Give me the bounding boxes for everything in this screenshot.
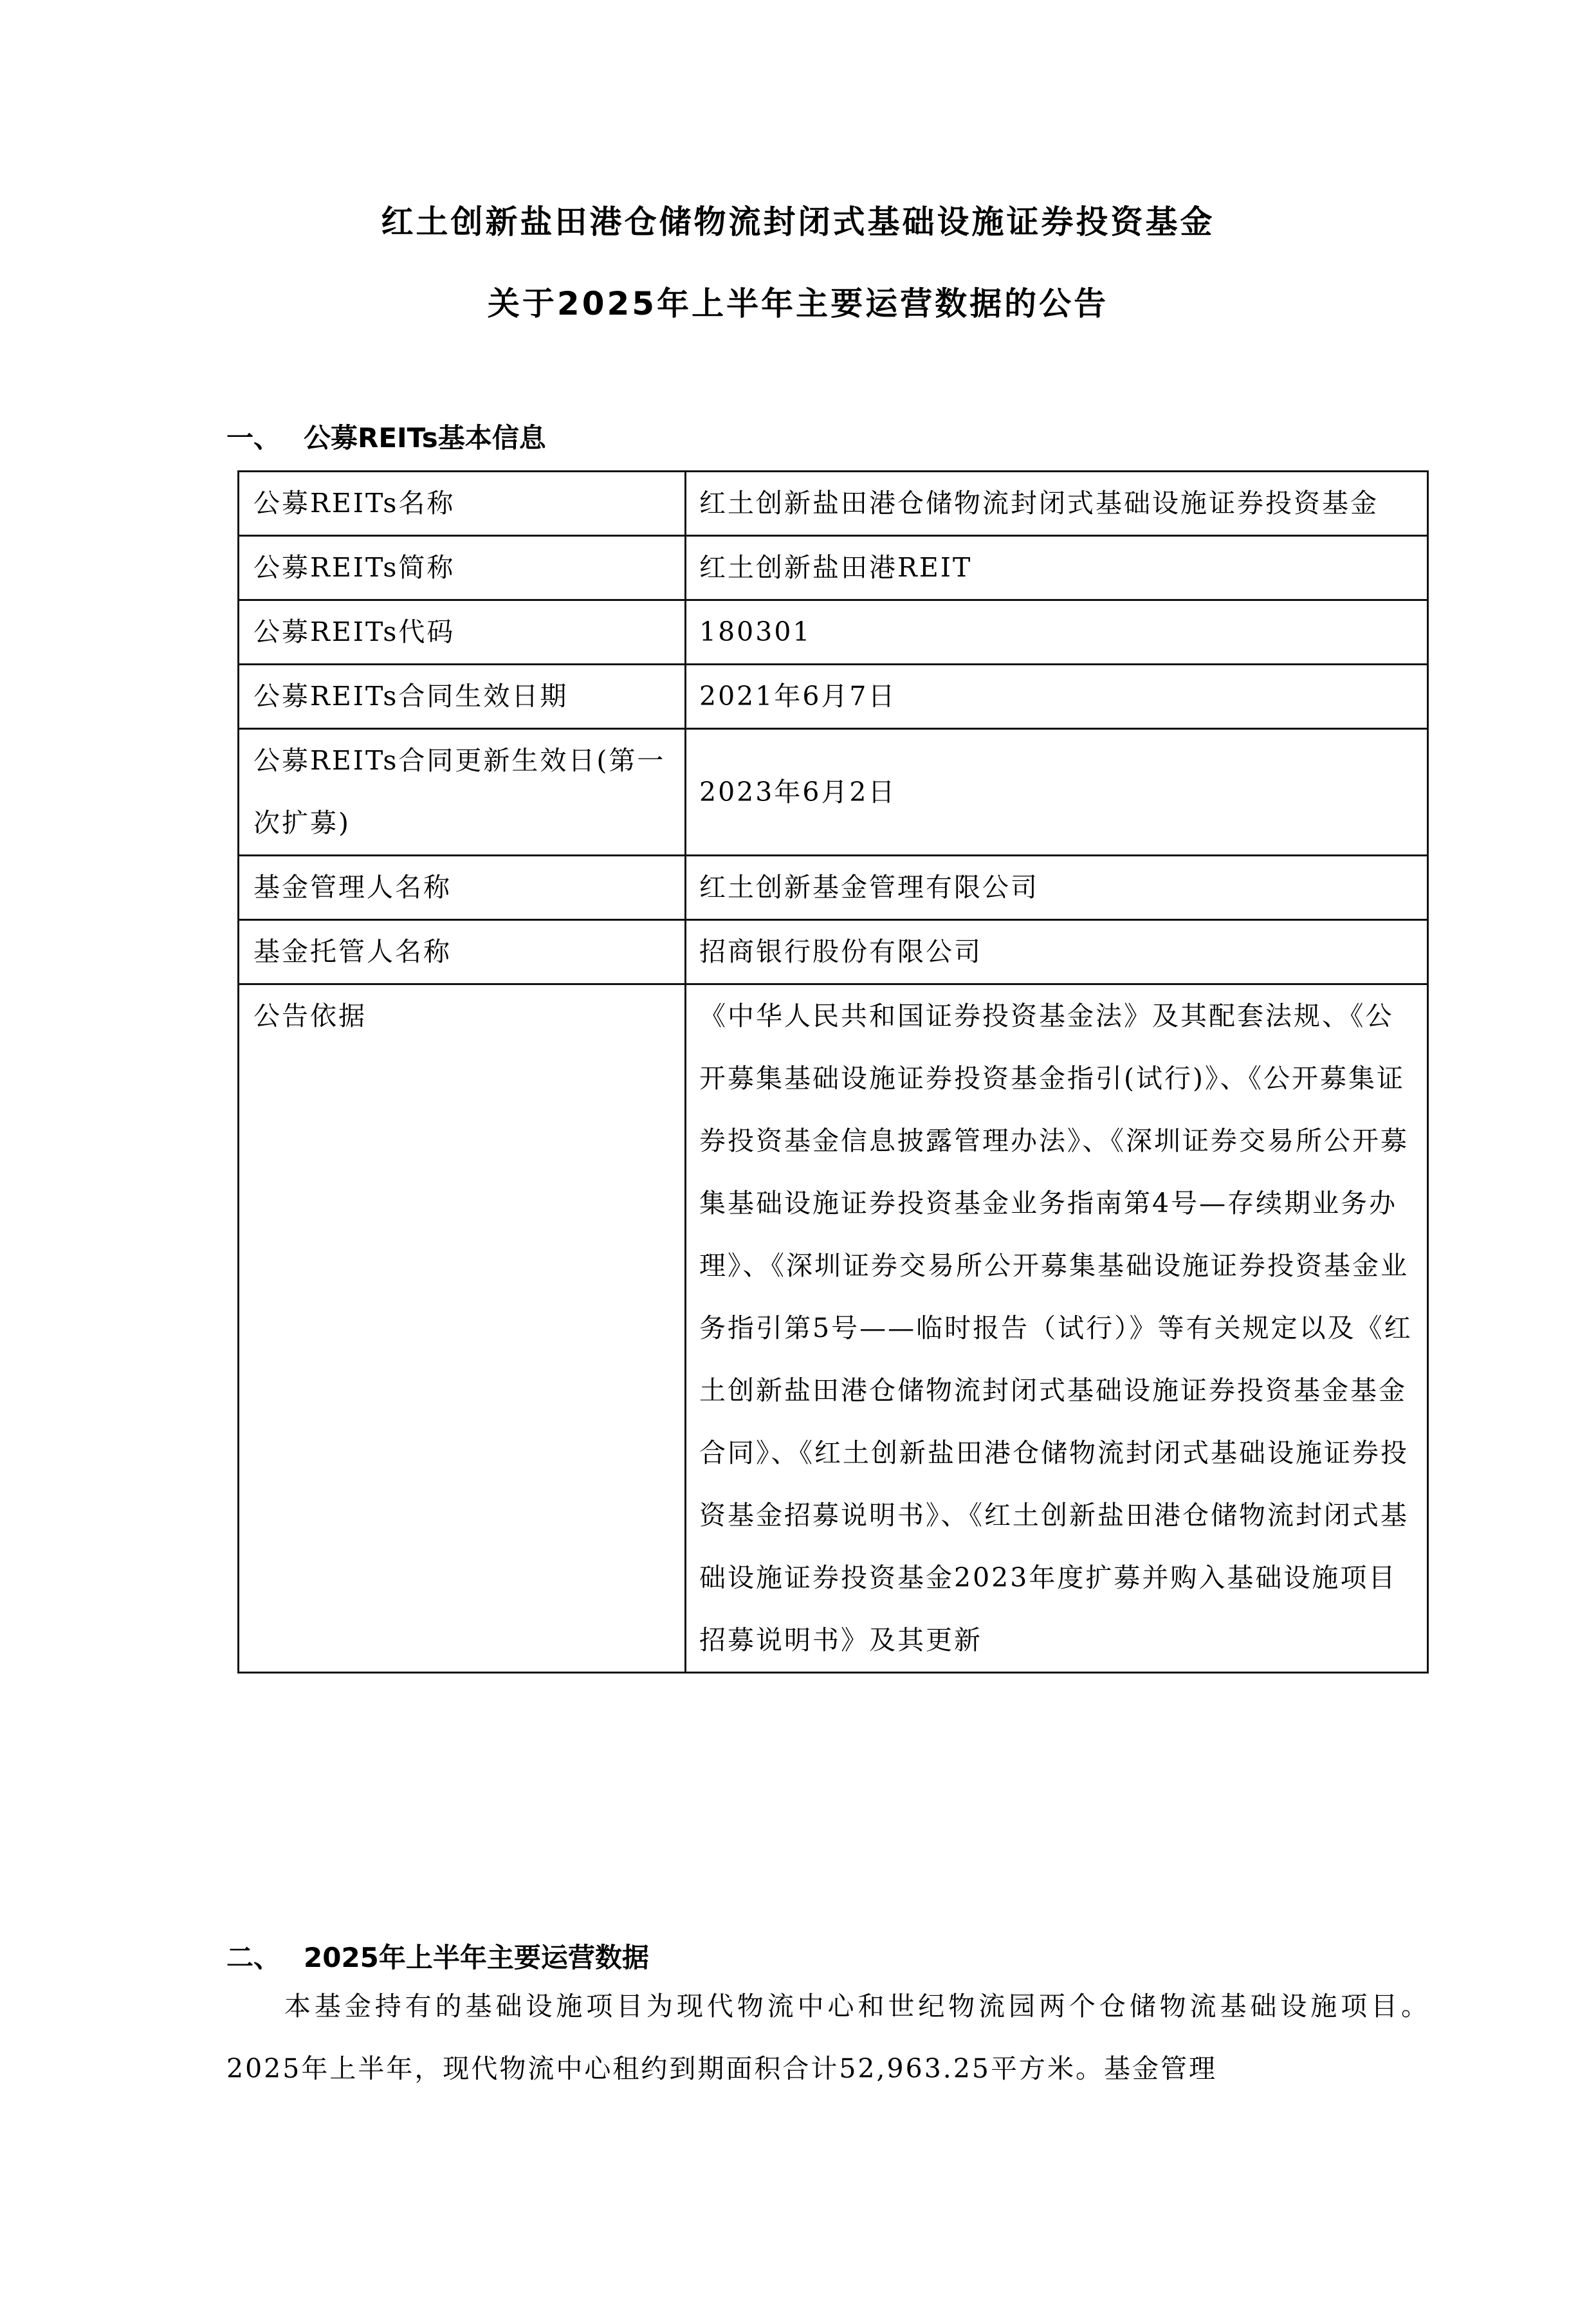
row-value: 2021年6月7日 [686,665,1428,729]
document-title-line-1: 红土创新盐田港仓储物流封闭式基础设施证券投资基金 [381,203,1215,241]
row-value: 红土创新基金管理有限公司 [686,856,1428,920]
section-1-title: 公募REITs基本信息 [304,422,546,454]
row-value: 红土创新盐田港仓储物流封闭式基础设施证券投资基金 [686,472,1428,536]
row-label: 公募REITs简称 [239,536,686,600]
table-row [239,536,1428,600]
row-label: 公告依据 [239,984,686,1673]
row-value: 招商银行股份有限公司 [686,920,1428,984]
table-row [239,920,1428,984]
row-label: 基金管理人名称 [239,856,686,920]
section-2-paragraph: 本基金持有的基础设施项目为现代物流中心和世纪物流园两个仓储物流基础设施项目。2025年上半年，现代物流中心租约到期面积合计52,963.25平方米。基金管理 [226,1991,1429,2084]
table-row [239,472,1428,536]
row-value: 2023年6月2日 [686,729,1428,856]
table-row [239,729,1428,856]
row-label: 基金托管人名称 [239,920,686,984]
row-value: 《中华人民共和国证券投资基金法》及其配套法规、《公开募集基础设施证券投资基金指引(试行)》、《公开募集证券投资基金信息披露管理办法》、《深圳证券交易所公开募集基础设施证券投资基金业务指南第4号—存续期业务办理》、《深圳证券交易所公开募集基础设施证券投资基金业务指引第5号——临时报告（试行）》等有关规定以及《红土创新盐田港仓储物流封闭式基础设施证券投资基金基金合同》、《红土创新盐田港仓储物流封闭式基础设施证券投资基金招募说明书》、《红土创新盐田港仓储物流封闭式基础设施证券投资基金2023年度扩募并购入基础设施项目招募说明书》及其更新 [686,984,1428,1673]
row-label: 公募REITs代码 [239,600,686,665]
reits-basic-info-table [237,470,1429,1674]
section-2-number: 二、 [226,1942,281,1973]
table-row [239,665,1428,729]
document-title-line-2: 关于2025年上半年主要运营数据的公告 [487,285,1109,322]
table-row [239,856,1428,920]
row-value: 红土创新盐田港REIT [686,536,1428,600]
section-2-title: 2025年上半年主要运营数据 [304,1942,649,1973]
row-label: 公募REITs合同生效日期 [239,665,686,729]
row-label: 公募REITs合同更新生效日(第一次扩募) [239,729,686,856]
section-2-heading [226,1937,649,1975]
table-row [239,600,1428,665]
row-label: 公募REITs名称 [239,472,686,536]
table-row [239,984,1428,1673]
row-value: 180301 [686,600,1428,665]
section-1-number: 一、 [226,422,281,454]
section-1-heading [226,417,546,456]
